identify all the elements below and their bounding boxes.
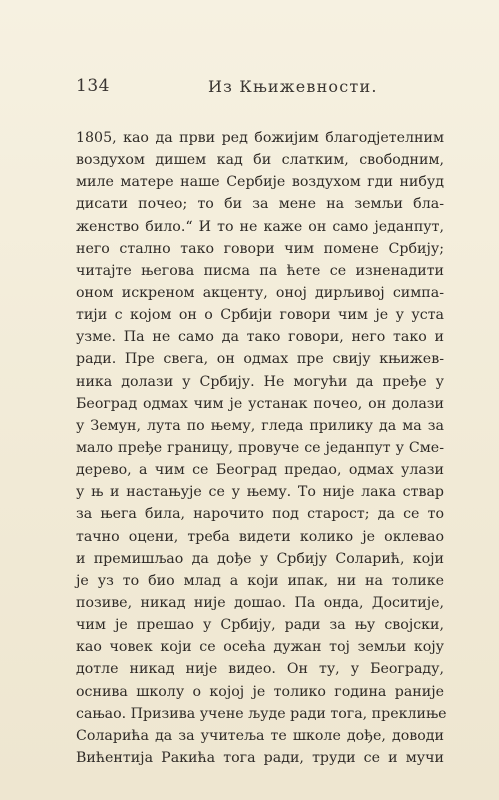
text-line: читајте његова писма па ћете се изненадити	[76, 262, 444, 279]
text-line: тији с којом он о Србији говори чим је у уста	[76, 307, 444, 324]
text-line: Соларића да за учитеља те школе дође, доводи	[76, 727, 444, 744]
text-line: у њ и настањује се у њему. То није лака ствар	[76, 484, 444, 501]
page-number: 134	[76, 76, 110, 96]
text-line: као човек који се осећа дужан тој земљи коју	[76, 639, 444, 656]
text-line: дисати почео; то би за мене на земљи бла-	[76, 196, 444, 213]
text-line: Београд одмах чим је устанак почео, он долази	[76, 395, 444, 412]
body-text	[76, 127, 447, 769]
text-line: ради. Пре свега, он одмах пре свију књижев-	[76, 351, 444, 368]
text-line: женство било.“ И то не каже он само једанпут,	[76, 218, 444, 235]
text-line: миле матере наше Сербије воздухом гди нибуд	[76, 174, 444, 191]
text-line: и премишљао да дође у Србију Соларић, који	[76, 550, 444, 567]
text-line: дерево, а чим се Београд предао, одмах улази	[76, 462, 444, 479]
text-line: воздухом дишем кад би слатким, свободним,	[76, 152, 444, 169]
text-line: тачно оцени, треба видети колико је оклевао	[76, 528, 444, 545]
text-line: Вићентија Ракића тога ради, труди се и мучи	[76, 749, 444, 766]
page-header	[76, 76, 436, 100]
text-line: сањао. Призива учене људе ради тога, преклиње	[76, 705, 447, 722]
text-line: је уз то био млад а који ипак, ни на толике	[76, 572, 444, 589]
text-line: позиве, никад није дошао. Па онда, Доситије,	[76, 594, 444, 611]
text-line: него стално тако говори чим помене Србију;	[76, 240, 444, 257]
text-line: за њега била, нарочито под старост; да се то	[76, 506, 444, 523]
text-line: ника долази у Србију. Не могући да пређе у	[76, 373, 444, 390]
running-head: Из Књижевности.	[208, 77, 378, 96]
text-line: узме. Па не само да тако говори, него тако и	[76, 329, 444, 346]
text-line: оснива школу о којој је толико година раније	[76, 683, 444, 700]
text-line: оном искреном акценту, оној дирљивој симпа-	[76, 284, 444, 301]
text-line: дотле никад није видео. Он ту, у Београду,	[76, 661, 444, 678]
text-line: чим је прешао у Србију, ради за њу својски,	[76, 617, 444, 634]
text-line: 1805, као да први ред божијим благодјетелним	[76, 130, 444, 146]
text-line: мало пређе границу, провуче се једанпут у Сме-	[76, 439, 444, 456]
text-line: у Земун, лута по њему, гледа прилику да ма за	[76, 417, 444, 434]
